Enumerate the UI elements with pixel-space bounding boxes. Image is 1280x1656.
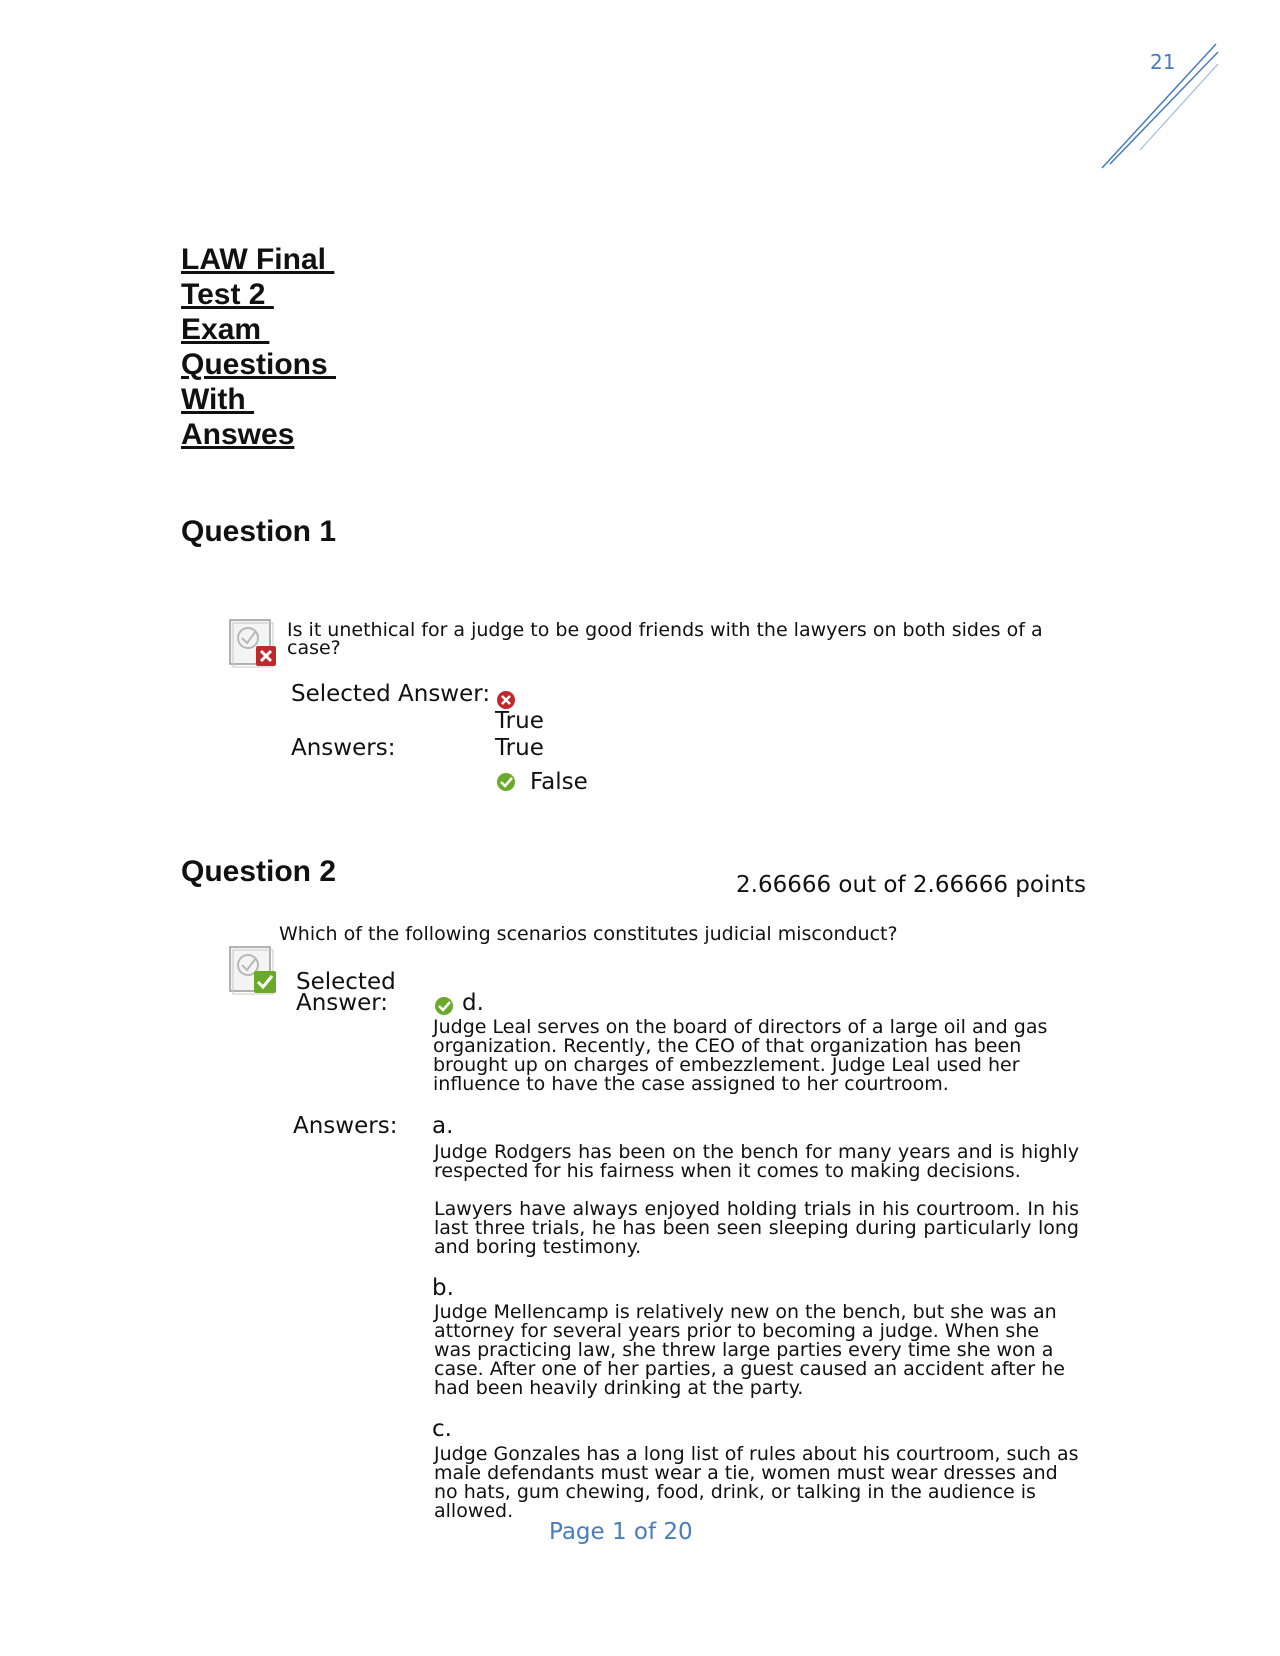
- answer-option-letter: c.: [432, 1416, 452, 1442]
- footer-page-label: Page 1 of 20: [549, 1519, 693, 1545]
- corner-decoration: [1100, 40, 1220, 170]
- answer-option-letter: b.: [432, 1275, 454, 1301]
- incorrect-doc-icon: [228, 618, 278, 668]
- question-2-selected-label: Selected Answer:: [296, 969, 396, 1016]
- correct-check-icon: [496, 772, 516, 792]
- correct-doc-icon: [228, 945, 278, 995]
- document-title: LAW Final Test 2 Exam Questions With Answes: [181, 243, 328, 451]
- answer-option-text: Judge Rodgers has been on the bench for many years and is highly respected for his fairness when it comes to making decisions.: [434, 1141, 1079, 1182]
- question-1-text: Is it unethical for a judge to be good friends with the lawyers on both sides of a case?: [287, 619, 1043, 659]
- question-2-text: Which of the following scenarios constitutes judicial misconduct?: [279, 923, 898, 945]
- incorrect-x-icon: [496, 690, 516, 710]
- question-1-answers-label: Answers:: [291, 735, 396, 761]
- correct-check-icon: [434, 996, 454, 1016]
- question-2-heading: Question 2: [181, 855, 337, 888]
- question-1-selected-value: True: [495, 708, 544, 734]
- question-1-answer-option: True: [495, 735, 544, 761]
- answer-option-letter: a.: [432, 1113, 454, 1139]
- answer-option-text: Lawyers have always enjoyed holding trials in his courtroom. In his last three trials, he has been seen sleeping during particularly long and boring testimony.: [434, 1198, 1079, 1258]
- question-1-heading: Question 1: [181, 515, 337, 548]
- header-page-number: 21: [1150, 50, 1176, 74]
- question-1-answer-option: False: [530, 769, 588, 795]
- answer-option-text: Judge Gonzales has a long list of rules about his courtroom, such as male defendants must wear a tie, women must wear dresses and no hats, gum chewing, food, drink, or talking in the audience is allowed.: [434, 1443, 1079, 1522]
- question-2-points: 2.66666 out of 2.66666 points: [736, 872, 1086, 898]
- answer-option-text: Judge Mellencamp is relatively new on the bench, but she was an attorney for several years prior to becoming a judge. When she was practicing law, she threw large parties every time she won a case. After one of her parties, a guest caused an accident after he had been heavily drinking at the party.: [434, 1301, 1065, 1399]
- question-2-selected-text: Judge Leal serves on the board of directors of a large oil and gas organization. Recently, the CEO of that organization has been brought up on charges of embezzlement. Judge Leal used her influence to have the case assigned to her courtroom.: [433, 1016, 1048, 1095]
- question-1-selected-label: Selected Answer:: [291, 681, 491, 707]
- question-2-answers-label: Answers:: [293, 1113, 398, 1139]
- question-2-selected-letter: d.: [462, 990, 484, 1016]
